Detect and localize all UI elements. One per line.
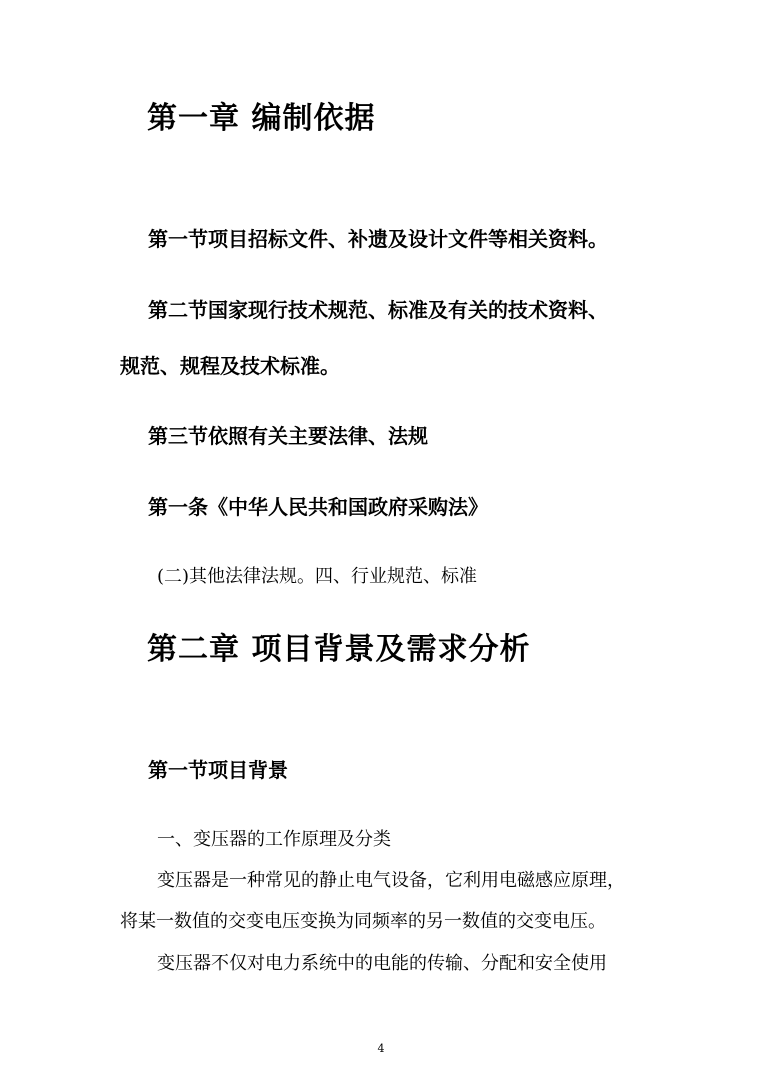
section-1-3: 第三节依照有关主要法律、法规 (148, 424, 428, 448)
paragraph-line-2: 将某一数值的交变电压变换为同频率的另一数值的交变电压。 (120, 911, 606, 932)
chapter-2-title: 第二章 项目背景及需求分析 (147, 632, 531, 667)
section-1-1: 第一节项目招标文件、补遗及设计文件等相关资料。 (148, 227, 608, 251)
article-1: 第一条《中华人民共和国政府采购法》 (148, 495, 488, 519)
subheading-transformer-principle: 一、变压器的工作原理及分类 (157, 829, 391, 850)
other-laws-line: (二)其他法律法规。四、行业规范、标准 (157, 566, 478, 587)
page-number: 4 (377, 1042, 385, 1055)
section-1-2: 第二节国家现行技术规范、标准及有关的技术资料、 (148, 298, 608, 322)
paragraph-line-1: 变压器是一种常见的静止电气设备，它利用电磁感应原理， (157, 870, 625, 891)
section-2-1: 第一节项目背景 (148, 758, 288, 782)
paragraph-line-3: 变压器不仅对电力系统中的电能的传输、分配和安全使用 (157, 953, 607, 974)
chapter-1-title: 第一章 编制依据 (147, 101, 376, 136)
section-1-2-continued: 规范、规程及技术标准。 (120, 354, 340, 378)
